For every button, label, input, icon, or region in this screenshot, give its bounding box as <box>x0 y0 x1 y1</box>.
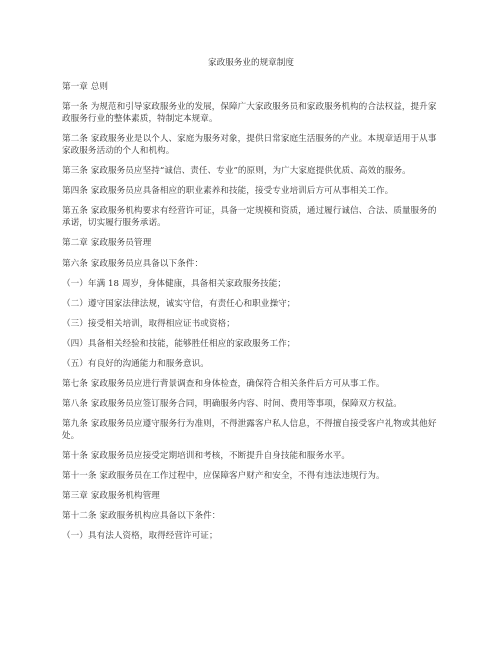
chapter-heading: 第二章 家政服务员管理 <box>62 238 152 248</box>
document-title: 家政服务业的规章制度 <box>208 58 294 68</box>
article-paragraph: 第一条 为规范和引导家政服务业的发展，保障广大家政服务员和家政服务机构的合法权益，提升家政服务行业的整体素质，特制定本规章。 <box>62 102 437 124</box>
article-paragraph: 第三条 家政服务员应坚持“诚信、责任、专业”的原则，为广大家庭提供优质、高效的服务。 <box>62 166 411 176</box>
article-paragraph: 第六条 家政服务员应具备以下条件： <box>62 259 204 269</box>
article-paragraph: 第七条 家政服务员应进行背景调查和身体检查，确保符合相关条件后方可从事工作。 <box>62 379 385 389</box>
article-paragraph: 第四条 家政服务员应具备相应的职业素养和技能，接受专业培训后方可从事相关工作。 <box>62 186 394 196</box>
article-paragraph: 第二条 家政服务业是以个人、家庭为服务对象，提供日常家庭生活服务的产业。本规章适用于从事家政服务活动的个人和机构。 <box>62 134 437 156</box>
article-paragraph: 第八条 家政服务员应签订服务合同，明确服务内容、时间、费用等事项，保障双方权益。 <box>62 399 402 409</box>
article-paragraph: 第十条 家政服务员应接受定期培训和考核，不断提升自身技能和服务水平。 <box>62 451 351 461</box>
article-paragraph: 第十二条 家政服务机构应具备以下条件： <box>62 511 221 521</box>
chapter-heading: 第一章 总则 <box>62 82 109 92</box>
article-paragraph: 第九条 家政服务员应遵守服务行为准则，不得泄露客户私人信息，不得擅自接受客户礼物或其他好处。 <box>62 419 437 441</box>
list-item: （二）遵守国家法律法规，诚实守信，有责任心和职业操守； <box>62 299 296 309</box>
list-item: （一）年满 18 周岁，身体健康，具备相关家政服务技能； <box>62 279 287 289</box>
list-item: （一）具有法人资格，取得经营许可证； <box>62 531 218 541</box>
list-item: （五）有良好的沟通能力和服务意识。 <box>62 359 209 369</box>
article-paragraph: 第五条 家政服务机构要求有经营许可证，具备一定规模和资质，通过履行诚信、合法、质量服务的承诺，切实履行服务承诺。 <box>62 206 437 228</box>
list-item: （四）具备相关经验和技能，能够胜任相应的家政服务工作； <box>62 339 296 349</box>
article-paragraph: 第十一条 家政服务员在工作过程中，应保障客户财产和安全，不得有违法违规行为。 <box>62 471 385 481</box>
chapter-heading: 第三章 家政服务机构管理 <box>62 491 160 501</box>
list-item: （三）接受相关培训，取得相应证书或资格； <box>62 319 235 329</box>
